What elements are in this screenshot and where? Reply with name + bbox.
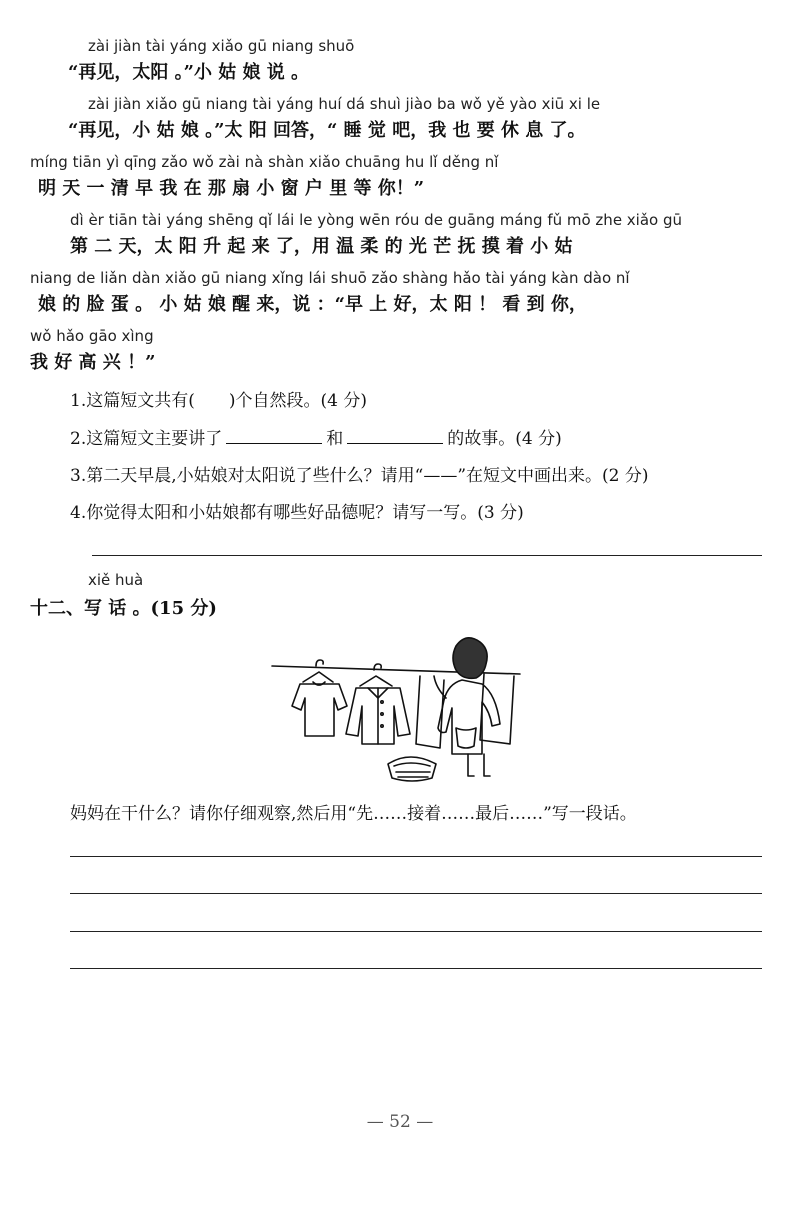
passage-line-2-pinyin: zài jiàn xiǎo gū niang tài yáng huí dá shuì jiào ba wǒ yě yào xiū xi le xyxy=(88,95,601,113)
section-12-title: 十二、写 话 。(15 分) xyxy=(30,598,217,619)
passage-line-1-pinyin: zài jiàn tài yáng xiǎo gū niang shuō xyxy=(88,37,355,55)
writing-line-4[interactable] xyxy=(70,968,762,969)
section-12-pinyin: xiě huà xyxy=(88,571,144,589)
section-12-prompt: 妈妈在干什么？请你仔细观察,然后用“先……接着……最后……”写一段话。 xyxy=(70,804,637,824)
question-2-before: 2.这篇短文主要讲了 xyxy=(70,429,223,449)
passage-line-6-pinyin: wǒ hǎo gāo xìng xyxy=(30,327,154,345)
laundry-illustration xyxy=(270,632,526,782)
passage-line-4-pinyin: dì èr tiān tài yáng shēng qǐ lái le yòng wēn róu de guāng máng fǔ mō zhe xiǎo gū xyxy=(70,211,683,229)
question-3: 3.第二天早晨,小姑娘对太阳说了些什么？请用“——”在短文中画出来。(2 分) xyxy=(70,466,649,486)
question-4: 4.你觉得太阳和小姑娘都有哪些好品德呢？请写一写。(3 分) xyxy=(70,503,524,523)
writing-line-1[interactable] xyxy=(70,856,762,857)
passage-line-3-hanzi: 明 天 一 清 早 我 在 那 扇 小 窗 户 里 等 你！” xyxy=(38,178,425,199)
question-2 xyxy=(70,424,562,449)
passage-line-5-hanzi: 娘 的 脸 蛋 。 小 姑 娘 醒 来，说 ：“早 上 好，太 阳 ！ 看 到 你， xyxy=(38,294,587,315)
passage-line-4-hanzi: 第 二 天，太 阳 升 起 来 了，用 温 柔 的 光 芒 抚 摸 着 小 姑 xyxy=(70,236,573,257)
writing-line-2[interactable] xyxy=(70,893,762,894)
page-number: — 52 — xyxy=(366,1112,434,1132)
question-1 xyxy=(70,386,367,411)
passage-line-6-hanzi: 我 好 高 兴 ！” xyxy=(30,352,156,373)
passage-line-3-pinyin: míng tiān yì qīng zǎo wǒ zài nà shàn xiǎo chuāng hu lǐ děng nǐ xyxy=(30,153,499,171)
question-2-after: 的故事。(4 分) xyxy=(447,429,562,449)
question-2-middle: 和 xyxy=(326,429,344,449)
writing-line-3[interactable] xyxy=(70,931,762,932)
question-2-blank-2[interactable] xyxy=(347,427,443,444)
question-1-after: )个自然段。(4 分) xyxy=(228,391,367,411)
question-4-answer-line[interactable] xyxy=(92,555,762,556)
passage-line-1-hanzi: “再见，太阳 。”小 姑 娘 说 。 xyxy=(68,62,310,83)
passage-line-5-pinyin: niang de liǎn dàn xiǎo gū niang xǐng lái shuō zǎo shàng hǎo tài yáng kàn dào nǐ xyxy=(30,269,630,287)
question-2-blank-1[interactable] xyxy=(226,427,322,444)
passage-line-2-hanzi: “再见，小 姑 娘 。”太 阳 回答，“ 睡 觉 吧，我 也 要 休 息 了。 xyxy=(68,120,586,141)
question-1-before: 1.这篇短文共有( xyxy=(70,391,195,411)
